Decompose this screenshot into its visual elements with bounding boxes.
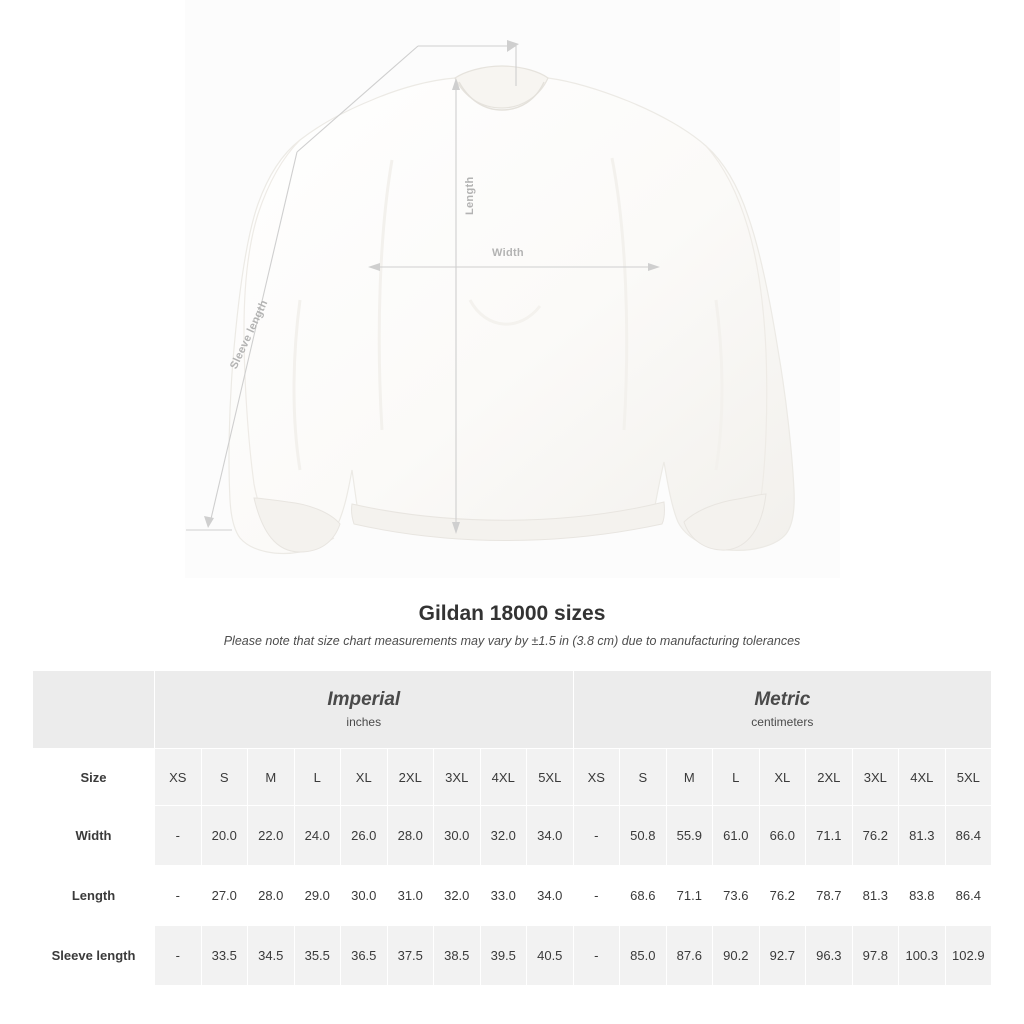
cell-length-metric-2xl: 78.7 [806, 866, 853, 926]
cell-length-imperial-xs: - [155, 866, 202, 926]
row-label-width: Width [33, 806, 155, 866]
cell-length-metric-xs: - [573, 866, 620, 926]
size-header-imperial-m: M [248, 749, 295, 806]
size-table [32, 670, 992, 986]
table-row [33, 866, 992, 926]
size-header-imperial-4xl: 4XL [480, 749, 527, 806]
cell-sleeve-imperial-2xl: 37.5 [387, 926, 434, 986]
cell-width-imperial-xs: - [155, 806, 202, 866]
cell-length-imperial-s: 27.0 [201, 866, 248, 926]
cell-sleeve-imperial-3xl: 38.5 [434, 926, 481, 986]
cell-length-imperial-xl: 30.0 [341, 866, 388, 926]
cell-sleeve-metric-4xl: 100.3 [899, 926, 946, 986]
unit-header-imperial [155, 671, 574, 749]
cell-sleeve-imperial-s: 33.5 [201, 926, 248, 986]
cell-sleeve-metric-3xl: 97.8 [852, 926, 899, 986]
size-header-imperial-xl: XL [341, 749, 388, 806]
cell-width-imperial-l: 24.0 [294, 806, 341, 866]
size-header-imperial-l: L [294, 749, 341, 806]
cell-sleeve-imperial-xs: - [155, 926, 202, 986]
cell-width-metric-m: 55.9 [666, 806, 713, 866]
cell-width-metric-2xl: 71.1 [806, 806, 853, 866]
cell-width-imperial-4xl: 32.0 [480, 806, 527, 866]
cell-length-imperial-3xl: 32.0 [434, 866, 481, 926]
size-header-metric-m: M [666, 749, 713, 806]
size-header-metric-l: L [713, 749, 760, 806]
cell-sleeve-metric-2xl: 96.3 [806, 926, 853, 986]
cell-width-imperial-5xl: 34.0 [527, 806, 574, 866]
cell-length-metric-5xl: 86.4 [945, 866, 992, 926]
size-header-imperial-xs: XS [155, 749, 202, 806]
size-header-metric-2xl: 2XL [806, 749, 853, 806]
size-header-row [33, 749, 992, 806]
size-header-metric-xs: XS [573, 749, 620, 806]
cell-sleeve-imperial-5xl: 40.5 [527, 926, 574, 986]
cell-sleeve-metric-5xl: 102.9 [945, 926, 992, 986]
unit-header-row [33, 671, 992, 749]
cell-sleeve-imperial-l: 35.5 [294, 926, 341, 986]
row-label-length: Length [33, 866, 155, 926]
cell-width-metric-xs: - [573, 806, 620, 866]
cell-length-metric-3xl: 81.3 [852, 866, 899, 926]
size-header-metric-s: S [620, 749, 667, 806]
sleeve-length-label: Sleeve length [228, 298, 271, 372]
cell-width-metric-xl: 66.0 [759, 806, 806, 866]
cell-sleeve-metric-xs: - [573, 926, 620, 986]
cell-width-imperial-m: 22.0 [248, 806, 295, 866]
cell-length-metric-m: 71.1 [666, 866, 713, 926]
table-corner-cell [33, 671, 155, 749]
table-row [33, 806, 992, 866]
size-header-metric-5xl: 5XL [945, 749, 992, 806]
cell-width-metric-l: 61.0 [713, 806, 760, 866]
cell-length-metric-4xl: 83.8 [899, 866, 946, 926]
length-label: Length [464, 176, 476, 215]
cell-length-metric-xl: 76.2 [759, 866, 806, 926]
page-title: Gildan 18000 sizes [418, 602, 606, 625]
cell-sleeve-metric-xl: 92.7 [759, 926, 806, 986]
cell-length-imperial-4xl: 33.0 [480, 866, 527, 926]
unit-sub-imperial: inches [346, 714, 382, 729]
tolerance-note: Please note that size chart measurements may vary by ±1.5 in (3.8 cm) due to manufacturing tolerances [223, 634, 801, 648]
unit-name-imperial: Imperial [327, 688, 401, 710]
cell-sleeve-metric-l: 90.2 [713, 926, 760, 986]
cell-width-metric-5xl: 86.4 [945, 806, 992, 866]
size-header-metric-4xl: 4XL [899, 749, 946, 806]
cell-length-metric-s: 68.6 [620, 866, 667, 926]
unit-name-metric: Metric [754, 688, 811, 710]
size-row-label: Size [33, 749, 155, 806]
cell-sleeve-imperial-4xl: 39.5 [480, 926, 527, 986]
table-row [33, 926, 992, 986]
cell-length-imperial-2xl: 31.0 [387, 866, 434, 926]
size-header-imperial-2xl: 2XL [387, 749, 434, 806]
cell-width-metric-3xl: 76.2 [852, 806, 899, 866]
cell-width-metric-s: 50.8 [620, 806, 667, 866]
cell-length-imperial-m: 28.0 [248, 866, 295, 926]
size-header-metric-3xl: 3XL [852, 749, 899, 806]
cell-length-imperial-5xl: 34.0 [527, 866, 574, 926]
width-label: Width [492, 247, 524, 259]
size-header-metric-xl: XL [759, 749, 806, 806]
size-header-imperial-5xl: 5XL [527, 749, 574, 806]
unit-sub-metric: centimeters [751, 714, 814, 729]
cell-sleeve-metric-s: 85.0 [620, 926, 667, 986]
cell-width-metric-4xl: 81.3 [899, 806, 946, 866]
cell-sleeve-imperial-m: 34.5 [248, 926, 295, 986]
cell-sleeve-metric-m: 87.6 [666, 926, 713, 986]
row-label-sleeve-length: Sleeve length [33, 926, 155, 986]
size-header-imperial-s: S [201, 749, 248, 806]
cell-width-imperial-3xl: 30.0 [434, 806, 481, 866]
cell-sleeve-imperial-xl: 36.5 [341, 926, 388, 986]
cell-width-imperial-s: 20.0 [201, 806, 248, 866]
cell-width-imperial-xl: 26.0 [341, 806, 388, 866]
unit-header-metric [573, 671, 992, 749]
cell-width-imperial-2xl: 28.0 [387, 806, 434, 866]
size-header-imperial-3xl: 3XL [434, 749, 481, 806]
cell-length-imperial-l: 29.0 [294, 866, 341, 926]
cell-length-metric-l: 73.6 [713, 866, 760, 926]
size-table-container [32, 670, 992, 986]
